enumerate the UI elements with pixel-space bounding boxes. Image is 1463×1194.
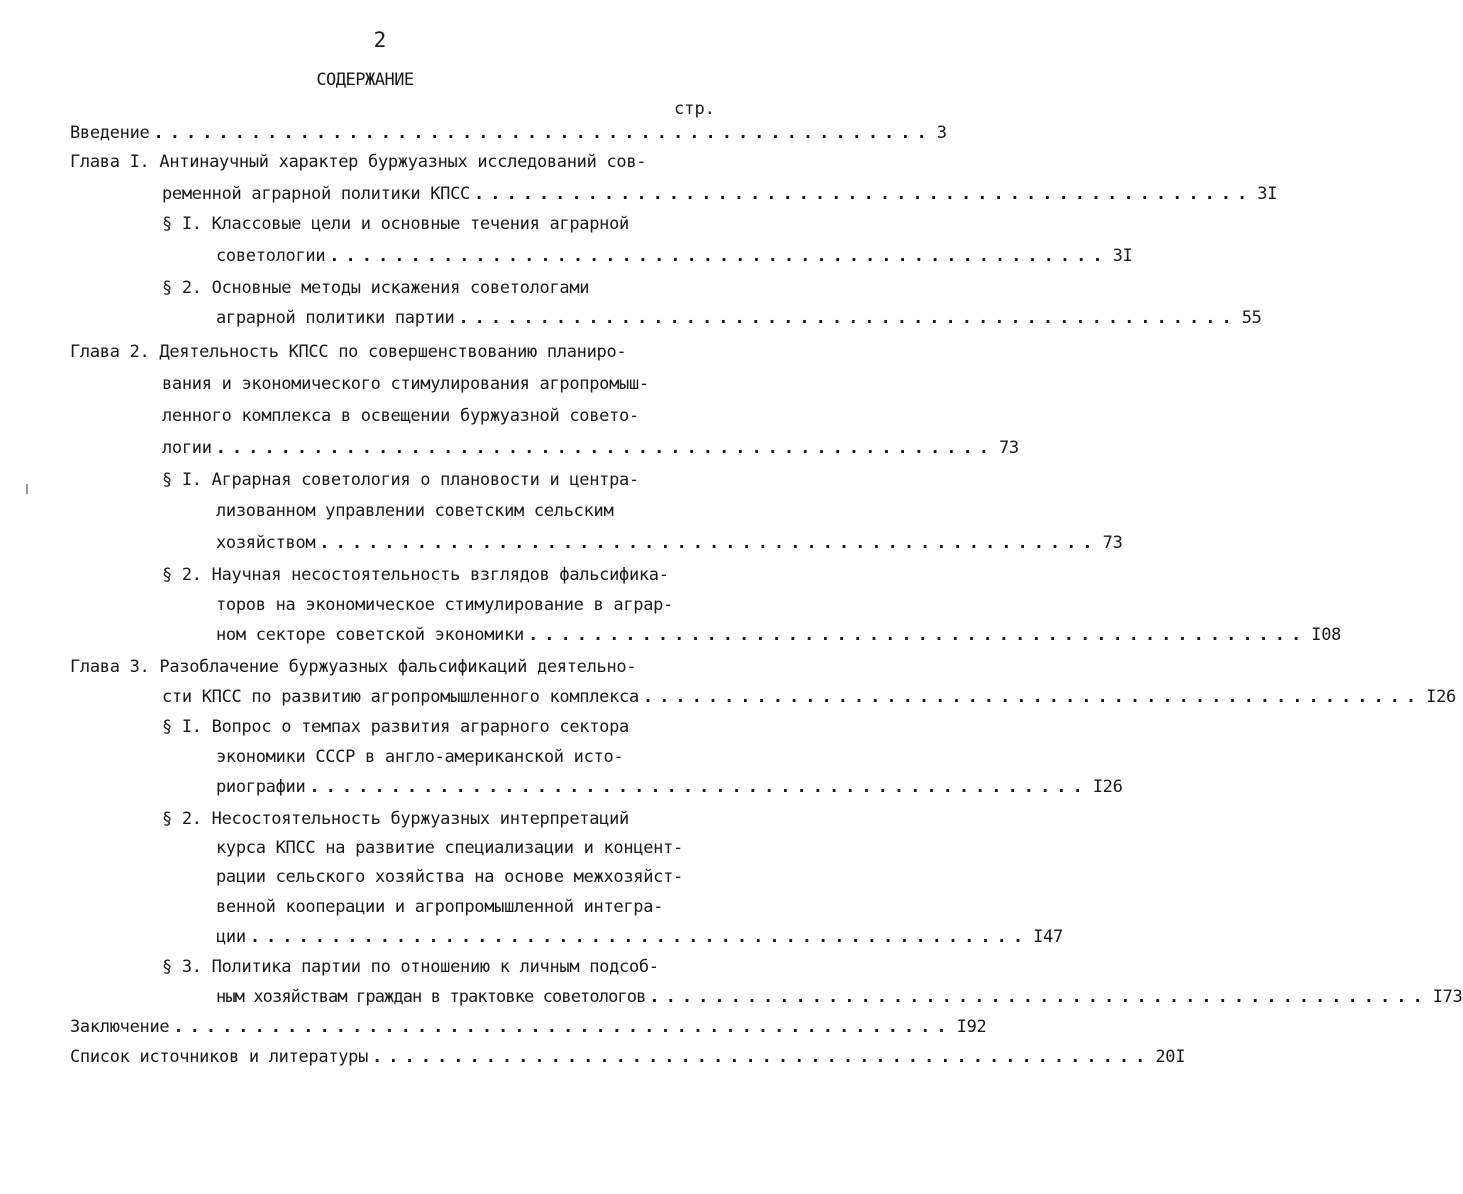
section-1-2-title-line-1[interactable]: § 2. Основные методы искажения советологами — [162, 278, 590, 298]
entry-page: 3 — [936, 123, 947, 143]
toc-entry-chapter-2[interactable] — [162, 437, 1019, 459]
entry-label: Заключение — [70, 1017, 170, 1037]
entry-page: I26 — [1426, 687, 1456, 707]
leader-dots: ................................................ — [215, 438, 995, 458]
leader-dots: ................................................ — [642, 687, 1423, 707]
toc-entry-section-3-2[interactable] — [216, 926, 1063, 948]
entry-page: I08 — [1311, 625, 1342, 645]
entry-page: 20I — [1155, 1047, 1186, 1067]
entry-label: аграрной политики партии — [216, 308, 455, 328]
page-number: 2 — [373, 28, 387, 52]
section-3-1-title-line-1[interactable]: § I. Вопрос о темпах развития аграрного сектора — [162, 717, 629, 737]
entry-page: 3I — [1257, 184, 1278, 204]
toc-entry-section-1-1[interactable] — [216, 245, 1133, 267]
page-column-label: стр. — [674, 99, 715, 119]
leader-dots: ................................................ — [249, 927, 1030, 947]
toc-entry-section-1-2[interactable] — [216, 307, 1262, 329]
page-title: СОДЕРЖАНИЕ — [316, 70, 414, 90]
toc-entry-chapter-1[interactable] — [162, 183, 1278, 205]
entry-page: 3I — [1112, 246, 1133, 266]
entry-label: ным хозяйствам граждан в трактовке советологов — [216, 987, 646, 1007]
entry-label: ном секторе советской экономики — [216, 625, 524, 645]
leader-dots: ................................................ — [329, 246, 1109, 266]
toc-entry-intro[interactable] — [70, 122, 947, 144]
entry-label: Список источников и литературы — [70, 1047, 369, 1067]
toc-entry-sources[interactable] — [70, 1046, 1186, 1068]
entry-page: 55 — [1241, 308, 1262, 328]
toc-entry-section-2-2[interactable] — [216, 624, 1342, 646]
chapter-1-title-line-1[interactable]: Глава I. Антинаучный характер буржуазных исследований сов- — [70, 152, 647, 172]
section-3-1-title-line-2: экономики СССР в англо-американской исто- — [216, 747, 624, 767]
entry-page: I92 — [956, 1017, 987, 1037]
toc-entry-chapter-3[interactable] — [162, 686, 1456, 708]
chapter-2-title-line-1[interactable]: Глава 2. Деятельность КПСС по совершенствованию планиро- — [70, 342, 627, 362]
section-2-2-title-line-1[interactable]: § 2. Научная несостоятельность взглядов фальсифика- — [162, 565, 669, 585]
entry-page: I73 — [1432, 987, 1463, 1007]
chapter-2-title-line-3: ленного комплекса в освещении буржуазной совето- — [162, 406, 639, 426]
toc-entry-section-2-1[interactable] — [216, 532, 1123, 554]
leader-dots: ................................................ — [309, 777, 1089, 797]
section-2-1-title-line-2: лизованном управлении советским сельским — [216, 501, 614, 521]
leader-dots: ................................................ — [153, 123, 933, 143]
entry-label: логии — [162, 438, 212, 458]
chapter-2-title-line-2: вания и экономического стимулирования агропромыш- — [162, 374, 649, 394]
leader-dots: ................................................ — [173, 1017, 953, 1037]
entry-label: ции — [216, 927, 246, 947]
leader-dots: ................................................ — [649, 987, 1429, 1007]
leader-dots: ................................................ — [372, 1047, 1152, 1067]
toc-entry-conclusion[interactable] — [70, 1016, 987, 1038]
section-3-2-title-line-1[interactable]: § 2. Несостоятельность буржуазных интерпретаций — [162, 809, 629, 829]
section-3-2-title-line-2: курса КПСС на развитие специализации и концент- — [216, 838, 683, 858]
section-3-2-title-line-3: рации сельского хозяйства на основе межхозяйст- — [216, 867, 683, 887]
section-3-2-title-line-4: венной кооперации и агропромышленной интегра- — [216, 897, 664, 917]
section-2-1-title-line-1[interactable]: § I. Аграрная советология о плановости и центра- — [162, 470, 639, 490]
leader-dots: ................................................ — [473, 184, 1254, 204]
chapter-3-title-line-1[interactable]: Глава 3. Разоблачение буржуазных фальсификаций деятельно- — [70, 657, 637, 677]
entry-page: I47 — [1033, 927, 1063, 947]
scan-mark — [26, 484, 28, 494]
entry-label: хозяйством — [216, 533, 316, 553]
entry-page: 73 — [998, 438, 1019, 458]
entry-page: 73 — [1102, 533, 1123, 553]
toc-entry-section-3-1[interactable] — [216, 776, 1123, 798]
entry-label: ременной аграрной политики КПСС — [162, 184, 470, 204]
leader-dots: ................................................ — [319, 533, 1099, 553]
entry-label: сти КПСС по развитию агропромышленного комплекса — [162, 687, 639, 707]
section-3-3-title-line-1[interactable]: § 3. Политика партии по отношению к личным подсоб- — [162, 957, 659, 977]
section-1-1-title-line-1[interactable]: § I. Классовые цели и основные течения аграрной — [162, 214, 629, 234]
leader-dots: ................................................ — [458, 308, 1238, 328]
entry-page: I26 — [1092, 777, 1123, 797]
entry-label: советологии — [216, 246, 326, 266]
toc-entry-section-3-3[interactable] — [216, 986, 1463, 1008]
entry-label: Введение — [70, 123, 150, 143]
leader-dots: ................................................ — [527, 625, 1308, 645]
entry-label: риографии — [216, 777, 306, 797]
section-2-2-title-line-2: торов на экономическое стимулирование в аграр- — [216, 595, 674, 615]
